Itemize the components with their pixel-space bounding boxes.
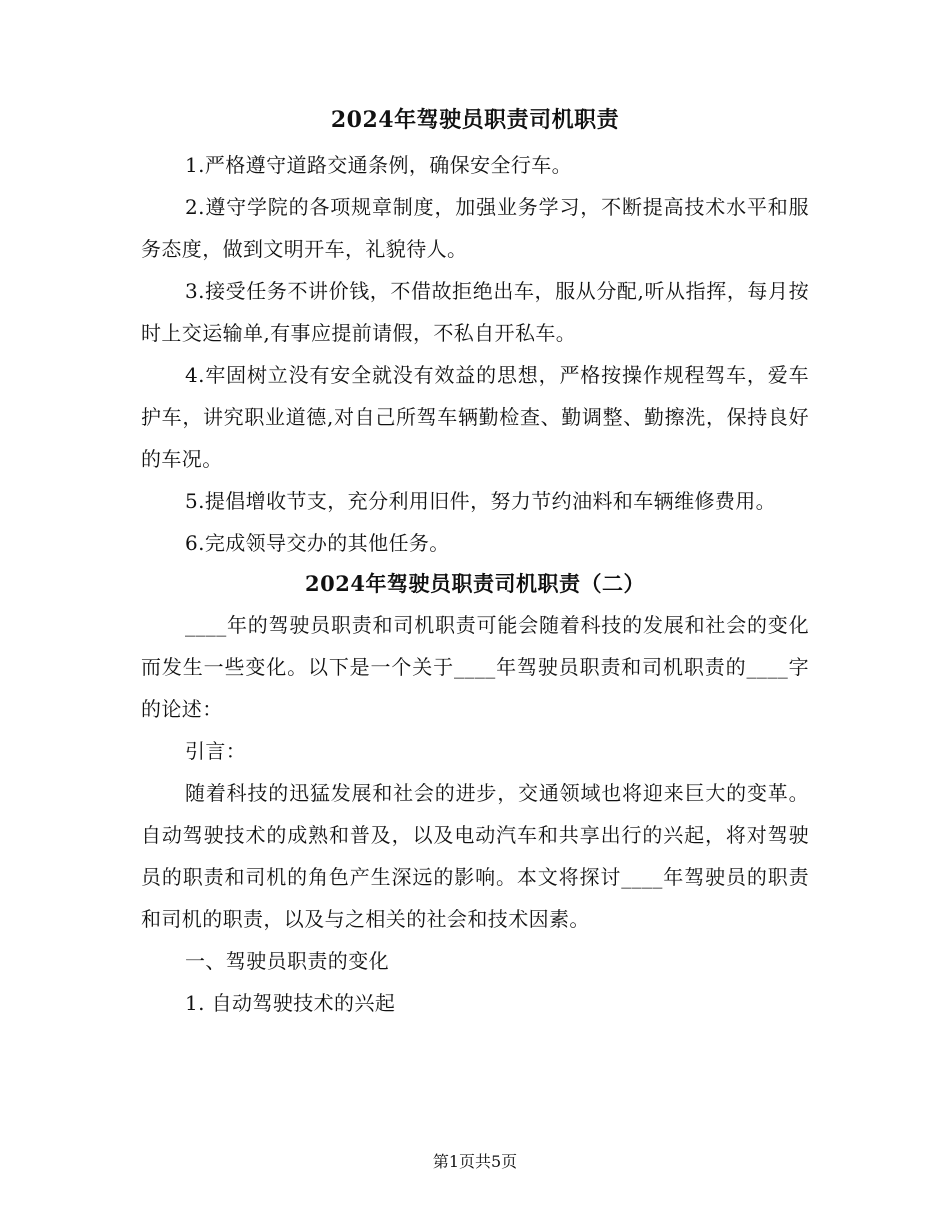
duty-item: 6.完成领导交办的其他任务。 bbox=[185, 531, 450, 555]
subsection-heading: 1. 自动驾驶技术的兴起 bbox=[185, 991, 396, 1015]
duty-item: 3.接受任务不讲价钱，不借故拒绝出车，服从分配,听从指挥，每月按时上交运输单,有事应提前请假，不私自开私车。 bbox=[141, 279, 809, 345]
duty-item: 4.牢固树立没有安全就没有效益的思想，严格按操作规程驾车，爱车护车，讲究职业道德,对自己所驾车辆勤检查、勤调整、勤擦洗，保持良好的车况。 bbox=[141, 363, 809, 471]
document-title: 2024年驾驶员职责司机职责 bbox=[330, 107, 620, 133]
duty-item: 5.提倡增收节支，充分利用旧件，努力节约油料和车辆维修费用。 bbox=[185, 489, 777, 513]
section-title: 2024年驾驶员职责司机职责（二） bbox=[305, 571, 645, 596]
section-heading: 一、驾驶员职责的变化 bbox=[185, 949, 389, 973]
duty-item: 1.严格遵守道路交通条例，确保安全行车。 bbox=[185, 153, 573, 177]
page-number: 第1页共5页 bbox=[432, 1152, 518, 1171]
body-paragraph: ____年的驾驶员职责和司机职责可能会随着科技的发展和社会的变化而发生一些变化。以下是一个关于____年驾驶员职责和司机职责的____字的论述： bbox=[141, 613, 809, 721]
body-paragraph: 随着科技的迅猛发展和社会的进步，交通领域也将迎来巨大的变革。自动驾驶技术的成熟和普及，以及电动汽车和共享出行的兴起，将对驾驶员的职责和司机的角色产生深远的影响。本文将探讨____年驾驶员的职责和司机的职责，以及与之相关的社会和技术因素。 bbox=[141, 781, 809, 931]
document-body bbox=[141, 100, 809, 1024]
body-paragraph: 引言： bbox=[185, 739, 247, 763]
duty-item: 2.遵守学院的各项规章制度，加强业务学习，不断提高技术水平和服务态度，做到文明开车，礼貌待人。 bbox=[141, 195, 809, 261]
